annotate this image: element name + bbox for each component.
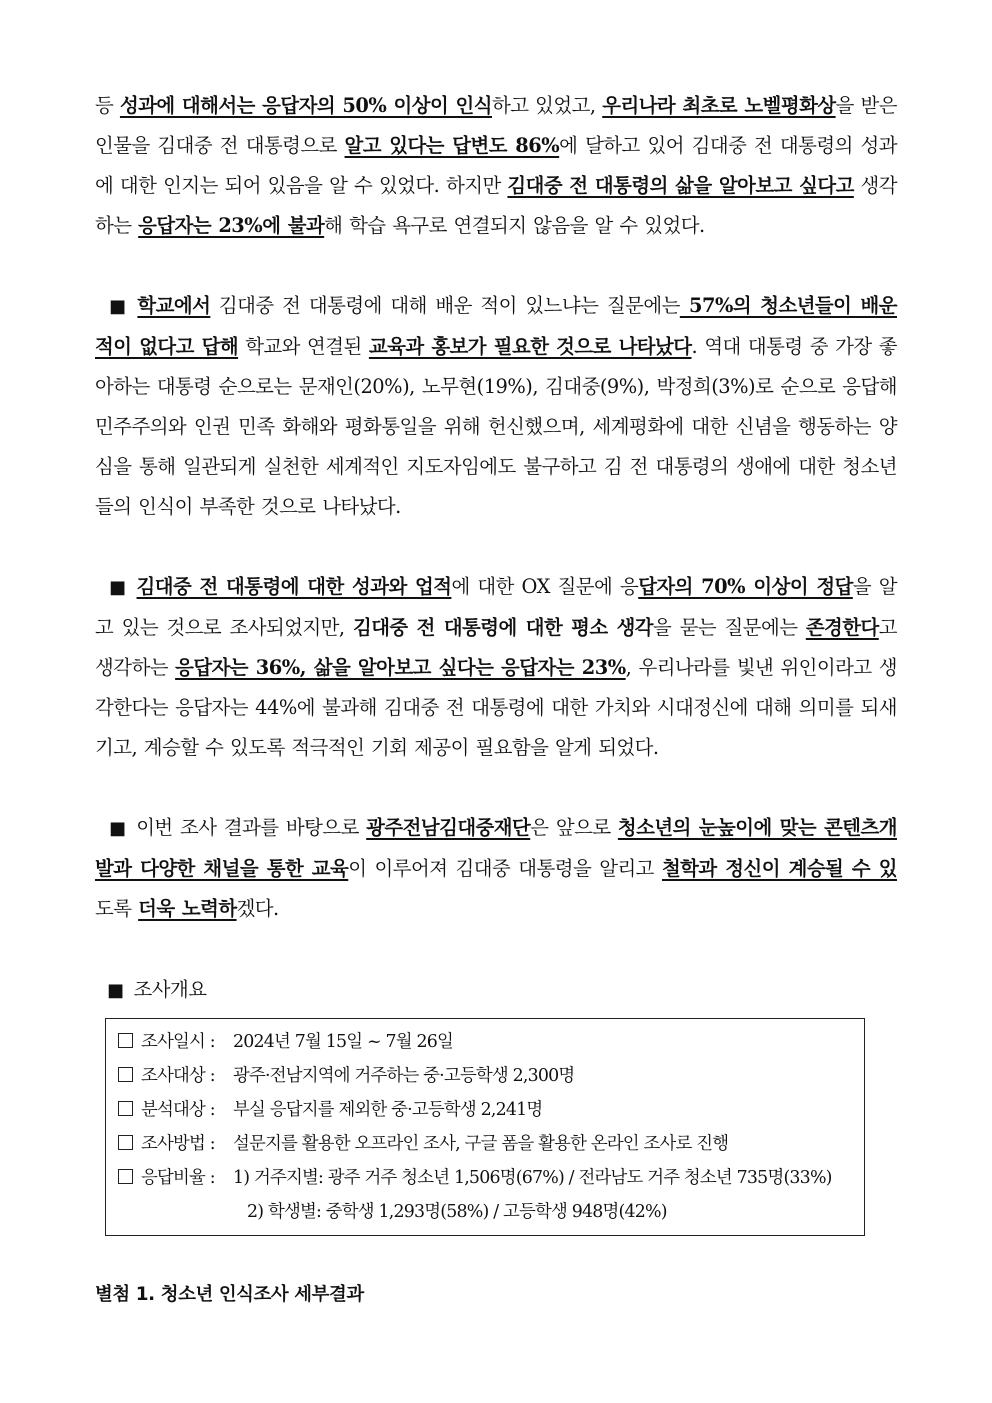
paragraph-achievements [95,567,897,768]
bullet-square-icon: ■ [107,980,124,1001]
text-run: 을 알고 있는 것으로 조사되었지만, [95,575,897,639]
highlight-run: 우리나라 최초로 노벨평화상 [602,94,836,117]
text-run: 학교와 연결된 [238,335,369,358]
highlight-run: 더욱 노력하 [138,897,237,920]
highlight-run: 성과에 대해서는 응답자의 50% 이상이 인식 [119,94,492,117]
overview-value: 2) 학생별: 중학생 1,293명(58%) / 고등학생 948명(42%) [247,1202,667,1222]
text-run: 이 이루어져 김대중 대통령을 알리고 [348,857,662,880]
checkbox-icon [118,1101,133,1116]
bold-run: 김대중 전 대통령에 대한 평소 생각 [352,616,654,639]
overview-value: 2024년 7월 15일 ~ 7월 26일 [233,1032,454,1052]
highlight-run: 존경한다 [805,616,879,639]
overview-label: 조사방법 : [141,1134,215,1154]
highlight-run: 김대중 전 대통령에 대한 성과와 업적 [136,575,452,598]
checkbox-icon [118,1135,133,1150]
highlight-run: 알고 있다는 답변도 86% [344,134,560,157]
highlight-run: 답자의 70% 이상이 정답 [638,575,853,598]
overview-row [118,1025,864,1059]
overview-value: 1) 거주지별: 광주 거주 청소년 1,506명(67%) / 전라남도 거주 청소년 735명(33%) [233,1168,832,1188]
text-run: 등 [95,94,120,117]
highlight-run: 학교에서 [137,294,211,317]
text-run: 김대중 전 대통령에 대해 배운 적이 있느냐는 질문에는 [210,294,680,317]
overview-value: 부실 응답지를 제외한 중·고등학생 2,241명 [233,1100,543,1120]
text-run: 겠다. [236,897,279,920]
paragraph-school-education [95,286,897,527]
overview-row [118,1059,864,1093]
overview-label: 조사일시 : [141,1032,215,1052]
overview-heading [107,977,897,1004]
highlight-run: 응답자는 23%에 불과 [138,214,325,237]
text-run: 을 받은 인물을 김대중 전 대통령으로 [95,94,897,157]
overview-row-continued [118,1195,864,1229]
highlight-run: 김대중 전 대통령의 삶을 알아보고 싶다고 [507,174,854,197]
text-run: 이번 조사 결과를 바탕으로 [136,816,367,839]
highlight-run: 응답자는 36%, 삶을 알아보고 싶다는 응답자는 23% [175,656,626,679]
highlight-run: 광주전남김대중재단 [366,816,531,839]
text-run: . 역대 대통령 중 가장 좋아하는 대통령 순으로는 문재인(20%), 노무현(19%), 김대중(9%), 박정희(3%)로 순으로 응답해 민주주의와 인권 민족 화해와 평화통일을 위해 헌신했으며, 세계평화에 대한 신념을 행동하는 양심을 통해 일관되게 실천한 세계적인 지도자임에도 불구하고 김 전 대통령의 생애에 대한 청소년들의 인식이 부족한 것으로 나타났다. [95,335,897,518]
highlight-run: 철학과 정신이 계승될 수 있 [661,857,897,880]
highlight-run: 교육과 홍보가 필요한 것으로 나타났다 [368,335,692,358]
overview-row [118,1093,864,1127]
checkbox-icon [118,1067,133,1082]
bullet-square-icon: ■ [109,296,128,317]
document-page [95,86,897,1306]
overview-row [118,1127,864,1161]
overview-label: 분석대상 : [141,1100,215,1120]
overview-label: 조사대상 : [141,1066,215,1086]
text-run: , 우리나라를 빛낸 위인이라고 생각한다는 응답자는 44%에 불과해 김대중 전 대통령에 대한 가치와 시대정신에 대해 의미를 되새기고, 계승할 수 있도록 적극적인 기회 제공이 필요함을 알게 되었다. [95,656,898,759]
text-run: 도록 [95,897,139,920]
text-run: 에 대한 OX 질문에 응 [451,575,639,598]
checkbox-icon [118,1169,133,1184]
overview-row [118,1161,864,1195]
bullet-square-icon: ■ [109,577,127,598]
overview-box [105,1018,865,1236]
text-run: 하고 있었고, [492,94,603,117]
paragraph-foundation-plan [95,808,897,929]
bullet-square-icon: ■ [109,818,127,839]
text-run: 고 생각하는 [95,616,897,679]
text-run: 해 학습 욕구로 연결되지 않음을 알 수 있었다. [324,214,705,237]
text-run: 에 달하고 있어 김대중 전 대통령의 성과에 대한 인지는 되어 있음을 알 수 있었다. 하지만 [95,134,898,197]
text-run: 은 앞으로 [530,816,618,839]
highlight-run: 57%의 청소년들이 배운 적이 없다고 답해 [95,294,897,358]
overview-label: 응답비율 : [141,1168,215,1188]
attachment-title: 별첨 1. 청소년 인식조사 세부결과 [95,1284,364,1305]
overview-value: 광주·전남지역에 거주하는 중·고등학생 2,300명 [233,1066,575,1086]
overview-title: 조사개요 [133,978,207,1001]
highlight-run: 청소년의 눈높이에 맞는 콘텐츠개발과 다양한 채널을 통한 교육 [95,816,897,880]
checkbox-icon [118,1033,133,1048]
paragraph-awareness [95,86,897,246]
text-run: 을 묻는 질문에는 [653,616,806,639]
overview-value: 설문지를 활용한 오프라인 조사, 구글 폼을 활용한 온라인 조사로 진행 [233,1134,729,1154]
text-run: 생각하는 [95,174,897,237]
